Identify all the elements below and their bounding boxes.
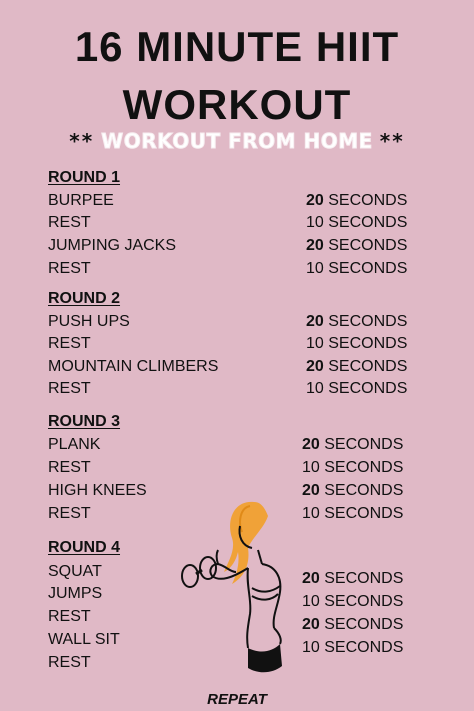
duration-unit: SECONDS bbox=[324, 593, 404, 610]
exercise-duration bbox=[306, 213, 407, 233]
exercise-row bbox=[48, 458, 414, 478]
duration-unit: SECONDS bbox=[324, 616, 404, 633]
duration-unit: SECONDS bbox=[324, 570, 404, 587]
exercise-row bbox=[48, 191, 414, 211]
duration-unit: SECONDS bbox=[328, 358, 408, 375]
exercise-row bbox=[48, 259, 414, 279]
duration-number: 20 bbox=[302, 436, 320, 453]
exercise-name: REST bbox=[48, 380, 91, 397]
duration-unit: SECONDS bbox=[324, 482, 404, 499]
subtitle-stars-right: ** bbox=[379, 129, 405, 153]
exercise-name: JUMPS bbox=[48, 585, 103, 602]
exercise-name: PLANK bbox=[48, 436, 101, 453]
repeat-footer: REPEAT bbox=[207, 691, 267, 708]
exercise-name: PUSH UPS bbox=[48, 313, 130, 330]
exercise-duration bbox=[306, 312, 407, 332]
exercise-name: WALL SIT bbox=[48, 631, 120, 648]
duration-unit: SECONDS bbox=[328, 335, 408, 352]
title-line-1: 16 MINUTE HIIT bbox=[74, 23, 400, 70]
exercise-row bbox=[48, 312, 414, 332]
exercise-name: JUMPING JACKS bbox=[48, 237, 177, 254]
duration-number: 20 bbox=[306, 192, 324, 209]
exercise-duration bbox=[306, 379, 407, 399]
exercise-name: REST bbox=[48, 335, 91, 352]
duration-number: 20 bbox=[302, 616, 320, 633]
exercise-name: REST bbox=[48, 505, 91, 522]
round-2-heading: ROUND 2 bbox=[48, 290, 121, 307]
duration-number: 20 bbox=[306, 313, 324, 330]
duration-number: 10 bbox=[302, 639, 320, 656]
subtitle bbox=[0, 131, 474, 151]
woman-lifting-dumbbell-icon bbox=[176, 498, 306, 682]
round-3-heading: ROUND 3 bbox=[48, 413, 121, 430]
duration-number: 10 bbox=[302, 505, 320, 522]
duration-number: 20 bbox=[302, 570, 320, 587]
duration-number: 20 bbox=[302, 482, 320, 499]
exercise-name: REST bbox=[48, 214, 91, 231]
duration-number: 10 bbox=[306, 380, 324, 397]
duration-number: 10 bbox=[302, 593, 320, 610]
duration-unit: SECONDS bbox=[328, 237, 408, 254]
exercise-name: REST bbox=[48, 459, 91, 476]
exercise-duration bbox=[306, 191, 407, 211]
duration-unit: SECONDS bbox=[328, 192, 408, 209]
duration-unit: SECONDS bbox=[328, 260, 408, 277]
exercise-duration bbox=[302, 435, 403, 455]
round-4-heading: ROUND 4 bbox=[48, 539, 121, 556]
exercise-row bbox=[48, 213, 414, 233]
exercise-duration bbox=[306, 236, 407, 256]
duration-unit: SECONDS bbox=[328, 380, 408, 397]
duration-unit: SECONDS bbox=[328, 214, 408, 231]
exercise-row bbox=[48, 379, 414, 399]
duration-unit: SECONDS bbox=[324, 436, 404, 453]
exercise-name: BURPEE bbox=[48, 192, 114, 209]
duration-number: 10 bbox=[306, 335, 324, 352]
exercise-duration bbox=[306, 334, 407, 354]
exercise-row bbox=[48, 334, 414, 354]
exercise-duration bbox=[306, 357, 407, 377]
round-1-heading: ROUND 1 bbox=[48, 169, 121, 186]
duration-number: 10 bbox=[306, 214, 324, 231]
title-line-2: WORKOUT bbox=[122, 81, 352, 128]
duration-unit: SECONDS bbox=[324, 639, 404, 656]
duration-number: 20 bbox=[306, 237, 324, 254]
duration-number: 10 bbox=[302, 459, 320, 476]
duration-number: 10 bbox=[306, 260, 324, 277]
exercise-duration bbox=[302, 481, 403, 501]
duration-number: 20 bbox=[306, 358, 324, 375]
exercise-name: REST bbox=[48, 654, 91, 671]
exercise-duration bbox=[302, 458, 403, 478]
exercise-duration bbox=[306, 259, 407, 279]
subtitle-text: WORKOUT FROM HOME bbox=[101, 129, 373, 153]
duration-unit: SECONDS bbox=[324, 459, 404, 476]
subtitle-stars-left: ** bbox=[69, 129, 95, 153]
exercise-row bbox=[48, 357, 414, 377]
exercise-name: MOUNTAIN CLIMBERS bbox=[48, 358, 219, 375]
exercise-row bbox=[48, 236, 414, 256]
exercise-name: REST bbox=[48, 608, 91, 625]
exercise-duration bbox=[302, 504, 403, 524]
exercise-name: HIGH KNEES bbox=[48, 482, 147, 499]
exercise-name: SQUAT bbox=[48, 563, 102, 580]
exercise-name: REST bbox=[48, 260, 91, 277]
duration-unit: SECONDS bbox=[324, 505, 404, 522]
exercise-row bbox=[48, 435, 414, 455]
duration-unit: SECONDS bbox=[328, 313, 408, 330]
